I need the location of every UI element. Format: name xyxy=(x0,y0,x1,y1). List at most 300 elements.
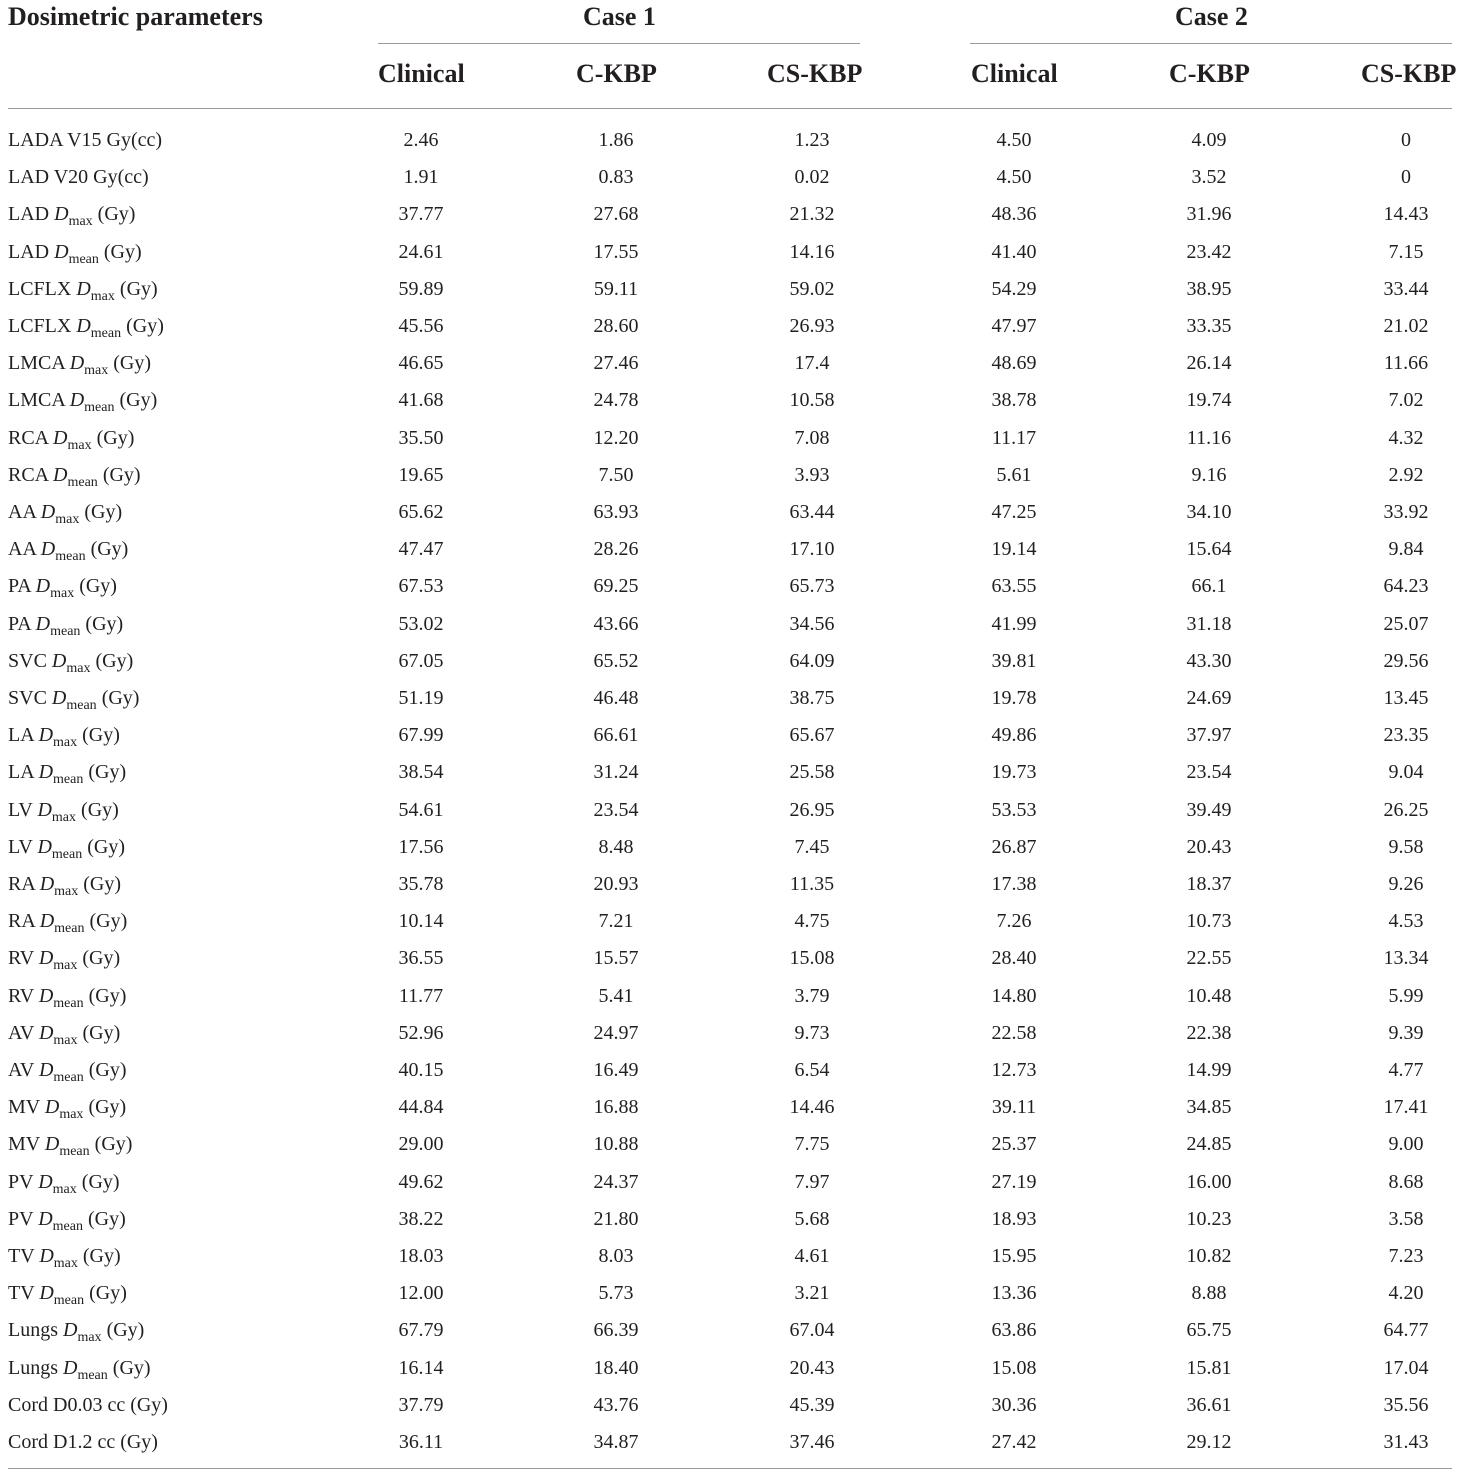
table-row xyxy=(0,1238,1460,1275)
value-cell: 43.66 xyxy=(593,612,639,635)
value-cell: 21.32 xyxy=(789,203,835,226)
case1-underline xyxy=(378,43,860,44)
value-cell: 16.88 xyxy=(593,1096,639,1119)
parameter-pre: Lungs xyxy=(8,1319,63,1342)
value-cell: 15.64 xyxy=(1186,538,1232,561)
value-cell: 19.73 xyxy=(991,761,1037,784)
value-cell: 18.37 xyxy=(1186,873,1232,895)
parameter-pre: LMCA xyxy=(8,352,70,375)
parameter-sym: D xyxy=(37,798,52,821)
value-cell: 5.99 xyxy=(1388,984,1424,1007)
parameter-post: (Gy) xyxy=(79,501,123,523)
value-cell: 7.45 xyxy=(794,835,830,858)
parameter-sym: D xyxy=(63,1319,78,1342)
parameter-sym: D xyxy=(76,277,91,300)
table-row xyxy=(0,754,1460,791)
value-cell: 59.11 xyxy=(593,277,639,300)
parameter-sym: D xyxy=(38,761,54,784)
value-cell: 66.61 xyxy=(593,724,639,747)
value-cell: 5.61 xyxy=(996,463,1032,486)
value-cell: 7.08 xyxy=(794,426,830,449)
parameter-sub: mean xyxy=(84,400,115,416)
parameter-pre: TV xyxy=(8,1282,40,1305)
parameter-pre: LV xyxy=(8,798,38,821)
parameter-sub: max xyxy=(53,958,78,974)
header-param-label: Dosimetric parameters xyxy=(8,2,263,31)
value-cell: 38.95 xyxy=(1186,277,1232,300)
row-parameter xyxy=(8,1424,158,1461)
parameter-sym: D xyxy=(39,910,55,933)
value-cell: 7.75 xyxy=(794,1133,830,1156)
value-cell: 5.73 xyxy=(598,1282,634,1305)
parameter-post: (Gy) xyxy=(83,761,127,784)
row-parameter xyxy=(8,457,141,494)
value-cell: 34.56 xyxy=(789,612,835,635)
parameter-post: (Gy) xyxy=(91,426,135,449)
parameter-post: (Gy) xyxy=(85,538,129,561)
value-cell: 21.80 xyxy=(593,1207,639,1230)
value-cell: 4.09 xyxy=(1191,129,1227,151)
parameter-sub: mean xyxy=(53,995,84,1011)
value-cell: 48.69 xyxy=(991,352,1037,375)
parameter-sub: max xyxy=(84,363,109,379)
parameter-pre: RV xyxy=(8,984,39,1007)
row-parameter xyxy=(8,1089,126,1126)
table-row xyxy=(0,606,1460,643)
value-cell: 38.78 xyxy=(991,389,1037,412)
parameter-pre: MV xyxy=(8,1133,45,1156)
value-cell: 46.65 xyxy=(398,352,444,375)
value-cell: 10.48 xyxy=(1186,984,1232,1007)
row-parameter xyxy=(8,234,142,271)
value-cell: 63.93 xyxy=(593,501,639,523)
value-cell: 23.35 xyxy=(1383,724,1429,747)
value-cell: 36.11 xyxy=(398,1431,444,1453)
value-cell: 26.14 xyxy=(1186,352,1232,375)
value-cell: 7.23 xyxy=(1388,1245,1424,1267)
value-cell: 36.55 xyxy=(398,947,444,970)
value-cell: 38.54 xyxy=(398,761,444,784)
value-cell: 11.35 xyxy=(789,873,835,895)
parameter-pre: PA xyxy=(8,575,36,598)
parameter-post: (Gy) xyxy=(89,1133,133,1156)
value-cell: 12.20 xyxy=(593,426,639,449)
parameter-sub: mean xyxy=(77,1367,108,1383)
parameter-sym: D xyxy=(51,687,67,709)
value-cell: 7.50 xyxy=(598,463,634,486)
value-cell: 45.56 xyxy=(398,315,444,337)
parameter-sym: D xyxy=(39,1282,54,1305)
value-cell: 54.29 xyxy=(991,277,1037,300)
table-row xyxy=(0,568,1460,605)
value-cell: 63.55 xyxy=(991,575,1037,598)
value-cell: 24.85 xyxy=(1186,1133,1232,1156)
value-cell: 19.74 xyxy=(1186,389,1232,412)
value-cell: 34.85 xyxy=(1186,1096,1232,1119)
parameter-sub: mean xyxy=(51,846,83,862)
value-cell: 7.97 xyxy=(794,1170,830,1193)
parameter-sym: D xyxy=(38,1021,54,1044)
parameter-pre: AV xyxy=(8,1021,39,1044)
row-parameter xyxy=(8,866,121,903)
value-cell: 45.39 xyxy=(789,1393,835,1416)
parameter-sub: mean xyxy=(68,251,99,267)
parameter-post: (Gy) xyxy=(78,873,122,895)
value-cell: 15.57 xyxy=(593,947,639,970)
parameter-post: (Gy) xyxy=(97,463,141,486)
row-parameter xyxy=(8,792,119,829)
value-cell: 11.17 xyxy=(991,426,1037,449)
value-cell: 54.61 xyxy=(398,798,444,821)
row-parameter xyxy=(8,308,164,345)
value-cell: 37.97 xyxy=(1186,724,1232,747)
parameter-post: (Gy) xyxy=(90,649,134,672)
table-row xyxy=(0,420,1460,457)
value-cell: 4.20 xyxy=(1388,1282,1424,1305)
value-cell: 64.23 xyxy=(1383,575,1429,598)
table-row xyxy=(0,531,1460,568)
parameter-post: (Gy) xyxy=(74,575,117,598)
value-cell: 35.78 xyxy=(398,873,444,895)
parameter-pre: SVC xyxy=(8,687,52,709)
value-cell: 23.54 xyxy=(1186,761,1232,784)
value-cell: 20.43 xyxy=(1186,835,1232,858)
value-cell: 37.79 xyxy=(398,1393,444,1416)
value-cell: 11.77 xyxy=(398,984,444,1007)
value-cell: 13.36 xyxy=(991,1282,1037,1305)
value-cell: 18.93 xyxy=(991,1207,1037,1230)
parameter-sym: D xyxy=(37,835,52,858)
parameter-post: (Gy) xyxy=(84,910,128,933)
value-cell: 41.68 xyxy=(398,389,444,412)
value-cell: 33.44 xyxy=(1383,277,1429,300)
value-cell: 4.77 xyxy=(1388,1059,1424,1081)
parameter-sym: D xyxy=(35,575,51,598)
parameter-pre: AV xyxy=(8,1059,39,1081)
parameter-pre: LAD V20 Gy(cc) xyxy=(8,166,149,189)
row-parameter xyxy=(8,159,149,196)
row-parameter xyxy=(8,568,117,605)
value-cell: 7.02 xyxy=(1388,389,1424,412)
value-cell: 6.54 xyxy=(794,1059,830,1081)
value-cell: 30.36 xyxy=(991,1393,1037,1416)
parameter-sym: D xyxy=(39,1245,54,1267)
value-cell: 14.99 xyxy=(1186,1059,1232,1081)
row-parameter xyxy=(8,643,133,680)
value-cell: 0 xyxy=(1401,129,1411,151)
row-parameter xyxy=(8,754,126,791)
parameter-sub: mean xyxy=(53,1070,84,1085)
parameter-post: (Gy) xyxy=(77,1245,121,1267)
parameter-pre: LAD xyxy=(8,203,55,226)
value-cell: 4.61 xyxy=(794,1245,830,1267)
value-cell: 28.40 xyxy=(991,947,1037,970)
value-cell: 65.52 xyxy=(593,649,639,672)
table-row xyxy=(0,1275,1460,1312)
parameter-sym: D xyxy=(40,538,56,561)
parameter-sym: D xyxy=(53,463,68,486)
row-parameter xyxy=(8,978,126,1015)
parameter-post: (Gy) xyxy=(84,1282,127,1305)
parameter-pre: LA xyxy=(8,724,39,747)
value-cell: 27.46 xyxy=(593,352,639,375)
header-col-case1-clinical: Clinical xyxy=(378,59,465,88)
value-cell: 31.43 xyxy=(1383,1431,1429,1453)
value-cell: 11.16 xyxy=(1186,426,1232,449)
value-cell: 24.61 xyxy=(398,240,444,263)
value-cell: 10.88 xyxy=(593,1133,639,1156)
bottom-rule xyxy=(8,1468,1452,1469)
table-row xyxy=(0,494,1460,531)
value-cell: 67.99 xyxy=(398,724,444,747)
row-parameter xyxy=(8,1164,120,1201)
value-cell: 10.73 xyxy=(1186,910,1232,933)
row-parameter xyxy=(8,1238,121,1275)
value-cell: 53.02 xyxy=(398,612,444,635)
parameter-post: (Gy) xyxy=(92,203,136,226)
parameter-pre: Lungs xyxy=(8,1356,63,1379)
parameter-sub: mean xyxy=(90,326,122,341)
value-cell: 11.66 xyxy=(1383,352,1429,375)
row-parameter xyxy=(8,345,151,382)
value-cell: 4.50 xyxy=(996,129,1032,151)
table-row xyxy=(0,903,1460,940)
value-cell: 14.46 xyxy=(789,1096,835,1119)
parameter-sub: max xyxy=(51,809,77,825)
parameter-sym: D xyxy=(39,873,55,895)
value-cell: 10.82 xyxy=(1186,1245,1232,1267)
table-row xyxy=(0,978,1460,1015)
value-cell: 39.81 xyxy=(991,649,1037,672)
parameter-sub: mean xyxy=(59,1144,90,1160)
row-parameter xyxy=(8,940,120,977)
header-col-case2-cskbp: CS-KBP xyxy=(1361,59,1457,88)
value-cell: 65.62 xyxy=(398,501,444,523)
value-cell: 44.84 xyxy=(398,1096,444,1119)
header-col-case2-ckbp: C-KBP xyxy=(1169,59,1250,88)
parameter-sub: mean xyxy=(52,1218,83,1234)
parameter-post: (Gy) xyxy=(83,1096,127,1119)
header-rule xyxy=(8,108,1452,109)
parameter-post: (Gy) xyxy=(96,687,140,709)
table-row xyxy=(0,1387,1460,1424)
value-cell: 38.75 xyxy=(789,687,835,709)
value-cell: 64.09 xyxy=(789,649,835,672)
value-cell: 41.40 xyxy=(991,240,1037,263)
value-cell: 52.96 xyxy=(398,1021,444,1044)
table-row xyxy=(0,345,1460,382)
value-cell: 18.40 xyxy=(593,1356,639,1379)
value-cell: 63.86 xyxy=(991,1319,1037,1342)
value-cell: 53.53 xyxy=(991,798,1037,821)
value-cell: 47.47 xyxy=(398,538,444,561)
value-cell: 31.96 xyxy=(1186,203,1232,226)
table-row xyxy=(0,122,1460,159)
value-cell: 65.67 xyxy=(789,724,835,747)
value-cell: 9.39 xyxy=(1388,1021,1424,1044)
row-parameter xyxy=(8,1312,144,1349)
value-cell: 16.00 xyxy=(1186,1170,1232,1193)
header-group-case2: Case 2 xyxy=(1175,2,1248,31)
table-row xyxy=(0,1015,1460,1052)
parameter-sub: max xyxy=(90,288,115,304)
value-cell: 31.24 xyxy=(593,761,639,784)
parameter-pre: RCA xyxy=(8,426,54,449)
value-cell: 20.93 xyxy=(593,873,639,895)
parameter-sub: mean xyxy=(53,1293,85,1309)
value-cell: 17.38 xyxy=(991,873,1037,895)
parameter-pre: AA xyxy=(8,538,41,561)
row-parameter xyxy=(8,494,122,531)
row-parameter xyxy=(8,829,125,866)
table-row xyxy=(0,1201,1460,1238)
parameter-sub: max xyxy=(53,735,78,751)
parameter-pre: SVC xyxy=(8,649,52,672)
header-col-case1-cskbp: CS-KBP xyxy=(767,59,863,88)
value-cell: 9.26 xyxy=(1388,873,1424,895)
value-cell: 27.68 xyxy=(593,203,639,226)
value-cell: 8.88 xyxy=(1191,1282,1227,1305)
parameter-post: (Gy) xyxy=(77,724,120,747)
value-cell: 51.19 xyxy=(398,687,444,709)
value-cell: 29.12 xyxy=(1186,1431,1232,1453)
value-cell: 4.50 xyxy=(996,166,1032,189)
value-cell: 37.46 xyxy=(789,1431,835,1453)
parameter-pre: LCFLX xyxy=(8,315,77,337)
parameter-sub: max xyxy=(77,1330,102,1346)
value-cell: 22.55 xyxy=(1186,947,1232,970)
value-cell: 43.76 xyxy=(593,1393,639,1416)
value-cell: 27.19 xyxy=(991,1170,1037,1193)
parameter-post: (Gy) xyxy=(83,984,127,1007)
value-cell: 9.73 xyxy=(794,1021,830,1044)
value-cell: 19.14 xyxy=(991,538,1037,561)
parameter-pre: Cord D0.03 cc (Gy) xyxy=(8,1393,168,1416)
value-cell: 8.68 xyxy=(1388,1170,1424,1193)
parameter-sym: D xyxy=(53,426,68,449)
parameter-sub: mean xyxy=(66,698,97,713)
header-col-case2-clinical: Clinical xyxy=(971,59,1058,88)
row-parameter xyxy=(8,606,123,643)
value-cell: 3.58 xyxy=(1388,1207,1424,1230)
parameter-post: (Gy) xyxy=(121,315,164,337)
parameter-post: (Gy) xyxy=(107,1356,151,1379)
value-cell: 23.42 xyxy=(1186,240,1232,263)
parameter-sub: max xyxy=(54,884,79,899)
value-cell: 29.00 xyxy=(398,1133,444,1156)
value-cell: 65.73 xyxy=(789,575,835,598)
parameter-sym: D xyxy=(35,612,51,635)
parameter-sub: max xyxy=(67,437,92,453)
value-cell: 24.97 xyxy=(593,1021,639,1044)
parameter-pre: LV xyxy=(8,835,38,858)
value-cell: 14.80 xyxy=(991,984,1037,1007)
parameter-sym: D xyxy=(69,389,85,412)
value-cell: 40.15 xyxy=(398,1059,444,1081)
value-cell: 15.08 xyxy=(991,1356,1037,1379)
parameter-pre: RV xyxy=(8,947,39,970)
parameter-post: (Gy) xyxy=(114,389,158,412)
value-cell: 0.83 xyxy=(598,166,634,189)
parameter-sym: D xyxy=(40,501,56,523)
parameter-sub: mean xyxy=(50,623,81,639)
parameter-pre: AA xyxy=(8,501,41,523)
value-cell: 3.52 xyxy=(1191,166,1227,189)
value-cell: 2.46 xyxy=(403,129,439,151)
value-cell: 67.53 xyxy=(398,575,444,598)
value-cell: 43.30 xyxy=(1186,649,1232,672)
parameter-post: (Gy) xyxy=(101,1319,145,1342)
value-cell: 1.91 xyxy=(403,166,439,189)
value-cell: 26.25 xyxy=(1383,798,1429,821)
parameter-sub: mean xyxy=(55,549,86,565)
value-cell: 49.62 xyxy=(398,1170,444,1193)
table-row xyxy=(0,271,1460,308)
parameter-sym: D xyxy=(38,947,54,970)
value-cell: 67.05 xyxy=(398,649,444,672)
table-row xyxy=(0,717,1460,754)
value-cell: 47.25 xyxy=(991,501,1037,523)
value-cell: 17.41 xyxy=(1383,1096,1429,1119)
parameter-sub: max xyxy=(53,1256,78,1271)
row-parameter xyxy=(8,196,135,233)
value-cell: 39.11 xyxy=(991,1096,1037,1119)
parameter-pre: PV xyxy=(8,1207,39,1230)
value-cell: 34.87 xyxy=(593,1431,639,1453)
parameter-pre: RA xyxy=(8,910,40,933)
row-parameter xyxy=(8,1275,127,1312)
parameter-sym: D xyxy=(63,1356,78,1379)
value-cell: 19.78 xyxy=(991,687,1037,709)
row-parameter xyxy=(8,717,120,754)
value-cell: 25.07 xyxy=(1383,612,1429,635)
value-cell: 4.75 xyxy=(794,910,830,933)
value-cell: 27.42 xyxy=(991,1431,1037,1453)
value-cell: 5.41 xyxy=(598,984,634,1007)
value-cell: 9.00 xyxy=(1388,1133,1424,1156)
parameter-pre: LCFLX xyxy=(8,277,77,300)
value-cell: 49.86 xyxy=(991,724,1037,747)
value-cell: 9.84 xyxy=(1388,538,1424,561)
value-cell: 16.49 xyxy=(593,1059,639,1081)
value-cell: 66.1 xyxy=(1191,575,1227,598)
value-cell: 59.89 xyxy=(398,277,444,300)
value-cell: 21.02 xyxy=(1383,315,1429,337)
row-parameter xyxy=(8,1387,168,1424)
value-cell: 7.26 xyxy=(996,910,1032,933)
value-cell: 24.37 xyxy=(593,1170,639,1193)
value-cell: 36.61 xyxy=(1186,1393,1232,1416)
value-cell: 13.34 xyxy=(1383,947,1429,970)
row-parameter xyxy=(8,1015,120,1052)
value-cell: 18.03 xyxy=(398,1245,444,1267)
value-cell: 10.23 xyxy=(1186,1207,1232,1230)
parameter-pre: RA xyxy=(8,873,40,895)
value-cell: 29.56 xyxy=(1383,649,1429,672)
value-cell: 25.58 xyxy=(789,761,835,784)
value-cell: 7.21 xyxy=(598,910,634,933)
value-cell: 1.23 xyxy=(794,129,830,151)
parameter-sub: max xyxy=(50,586,75,602)
parameter-sub: max xyxy=(53,1032,78,1048)
parameter-sub: max xyxy=(68,214,93,230)
value-cell: 7.15 xyxy=(1388,240,1424,263)
value-cell: 1.86 xyxy=(598,129,634,151)
parameter-sub: mean xyxy=(54,921,85,937)
value-cell: 10.58 xyxy=(789,389,835,412)
value-cell: 33.35 xyxy=(1186,315,1232,337)
value-cell: 15.08 xyxy=(789,947,835,970)
